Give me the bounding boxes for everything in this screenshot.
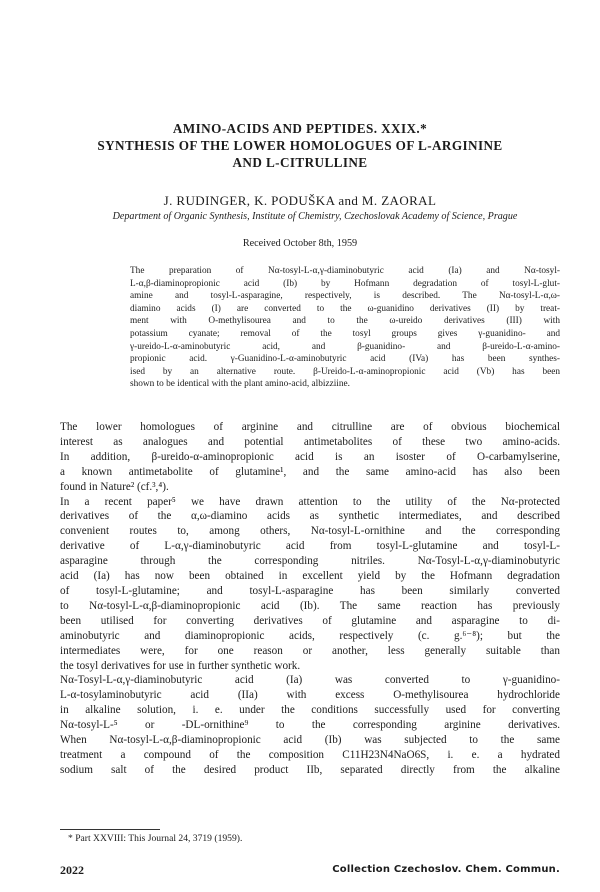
footnote: * Part XXVIII: This Journal 24, 3719 (1959). — [68, 833, 243, 844]
abstract-line: γ-ureido-L-α-aminobutyric acid, and β-guanidino- and β-ureido-L-α-amino- — [130, 341, 560, 352]
body-line: convenient routes to, among others, Nα-tosyl-L-ornithine and the corresponding — [60, 525, 560, 538]
body-line: in alkaline solution, i. e. under the conditions successfully used for converting — [60, 704, 560, 717]
paper-title-line-2: SYNTHESIS OF THE LOWER HOMOLOGUES OF L-ARGININE — [97, 138, 503, 153]
body-line: interest as analogues and potential antimetabolites of these two amino-acids. — [60, 435, 560, 448]
abstract-line: potassium cyanate; removal of the tosyl groups gives γ-guanidino- and — [130, 328, 560, 339]
body-line: Nα-Tosyl-L-α,γ-diaminobutyric acid (Ia) was converted to γ-guanidino- — [60, 674, 560, 687]
body-line: of tosyl-L-glutamine; and tosyl-L-asparagine has been similarly converted — [60, 584, 560, 597]
body-line: to Nα-tosyl-L-α,β-diaminopropionic acid (Ib). The same reaction has previously — [60, 599, 560, 612]
received-date: Received October 8th, 1959 — [242, 238, 358, 249]
body-line: the tosyl derivatives for use in further synthetic work. — [60, 659, 301, 672]
paper-title-line-1: AMINO-ACIDS AND PEPTIDES. XXIX.* — [172, 121, 428, 136]
page-number: 2022 — [60, 863, 84, 877]
affiliation: Department of Organic Synthesis, Institute of Chemistry, Czechoslovak Academy of Science, Prague — [112, 211, 518, 222]
body-line: derivatives of the α,ω-diamino acids as synthetic intermediates, and described — [60, 510, 560, 523]
body-line: When Nα-tosyl-L-α,β-diaminopropionic acid (Ib) was subjected to the same — [60, 734, 560, 747]
body-line: aminobutyric and diaminopropionic acids, respectively (c. g.⁶⁻⁸); but the — [60, 629, 560, 642]
abstract-line: ment with O-methylisourea and to the ω-ureido derivatives (III) with — [130, 316, 560, 327]
body-line: L-α-tosylaminobutyric acid (IIa) with excess O-methylisourea hydrochloride — [60, 689, 560, 702]
paper-title-line-3: AND L-CITRULLINE — [232, 155, 368, 170]
authors: J. RUDINGER, K. PODUŠKA and M. ZAORAL — [163, 193, 437, 208]
abstract-line: propionic acid. γ-Guanidino-L-α-aminobutyric acid (IVa) has been synthes- — [130, 354, 560, 365]
abstract-line: amine and tosyl-L-asparagine, respectively, is described. The Nα-tosyl-L-α,ω- — [130, 291, 560, 302]
journal-name: Collection Czechoslov. Chem. Commun. — [332, 864, 560, 875]
body-line: treatment a compound of the composition C11H23N4NaO6S, i. e. a hydrated — [60, 748, 560, 761]
body-line: In addition, β-ureido-α-aminopropionic acid is an isoster of O-carbamylserine, — [60, 450, 560, 463]
body-line: asparagine through the corresponding nitriles. Nα-Tosyl-L-α,γ-diaminobutyric — [60, 555, 560, 568]
abstract-line: diamino acids (I) are converted to the ω-guanidino derivatives (II) by treat- — [130, 303, 560, 314]
body-line: The lower homologues of arginine and citrulline are of obvious biochemical — [60, 421, 560, 433]
body-line: been utilised for converting derivatives of glutamine and asparagine to di- — [60, 614, 560, 627]
abstract-line: The preparation of Nα-tosyl-L-α,γ-diaminobutyric acid (Ia) and Nα-tosyl- — [130, 266, 560, 276]
abstract-line: ised by an alternative route. β-Ureido-L-α-aminopropionic acid (Vb) has been — [130, 366, 560, 377]
body-line: intermediates were, for one reason or another, less generally suitable than — [60, 644, 560, 657]
abstract — [130, 265, 560, 391]
body-line: derivative of L-α,γ-diaminobutyric acid from tosyl-L-glutamine and tosyl-L- — [60, 540, 560, 553]
body-line: found in Nature² (cf.³,⁴). — [60, 480, 169, 493]
abstract-line: shown to be identical with the plant amino-acid, albizziine. — [130, 379, 350, 390]
body-line: Nα-tosyl-L-⁵ or -DL-ornithine⁹ to the corresponding arginine derivatives. — [60, 719, 560, 732]
body-text — [60, 420, 560, 778]
body-line: In a recent paper⁵ we have drawn attention to the utility of the Nα-protected — [60, 495, 560, 508]
body-line: a known antimetabolite of glutamine¹, and the same amino-acid has also been — [60, 465, 560, 478]
body-line: sodium salt of the desired product IIb, separated directly from the alkaline — [60, 763, 560, 776]
body-line: acid (Ia) has now been obtained in excellent yield by the Hofmann degradation — [60, 570, 560, 583]
footnote-rule — [60, 829, 160, 830]
abstract-line: L-α,β-diaminopropionic acid (Ib) by Hofmann degradation of tosyl-L-glut- — [130, 278, 560, 289]
